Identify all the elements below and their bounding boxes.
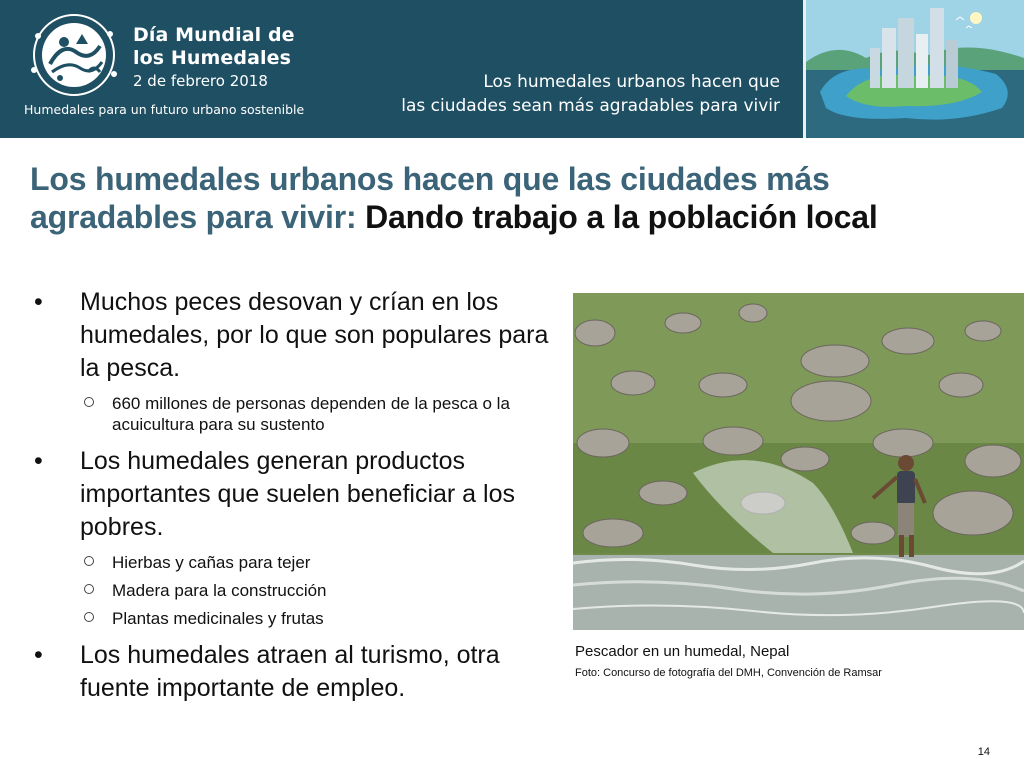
sub-list <box>34 393 554 435</box>
bullet-marker: • <box>34 447 43 475</box>
brand-title-line2: los Humedales <box>133 47 292 69</box>
bullet-marker: • <box>34 288 43 316</box>
city-island-illustration-icon <box>806 0 1024 138</box>
sub-list-item <box>34 393 554 435</box>
photo-credit: Foto: Concurso de fotografía del DMH, Convención de Ramsar <box>575 667 882 679</box>
brand-title-line1: Día Mundial de <box>133 24 295 46</box>
bullet-text: Los humedales generan productos importantes que suelen beneficiar a los pobres. <box>80 447 515 541</box>
slide-title-blue: Los humedales urbanos hacen que las ciudades más agradables para vivir: <box>30 161 830 235</box>
fisherman-photo <box>573 293 1024 630</box>
sub-item-text: 660 millones de personas dependen de la pesca o la acuicultura para su sustento <box>112 394 510 434</box>
brand-tagline: Humedales para un futuro urbano sostenible <box>24 102 305 117</box>
sub-item-text: Madera para la construcción <box>112 581 327 600</box>
sub-bullet-ring-icon <box>84 397 94 407</box>
bullet-text: Los humedales atraen al turismo, otra fuente importante de empleo. <box>80 641 500 702</box>
banner-subtitle-line1: Los humedales urbanos hacen que <box>483 72 780 92</box>
slide-title-black: Dando trabajo a la población local <box>365 199 878 235</box>
photo-caption: Pescador en un humedal, Nepal <box>575 643 790 660</box>
sub-list <box>34 552 554 629</box>
banner-subtitle-line2: las ciudades sean más agradables para vivir <box>401 96 780 116</box>
banner-subtitle <box>340 70 780 118</box>
brand-title <box>133 24 295 70</box>
sub-list-item <box>34 580 554 601</box>
sub-list-item <box>34 552 554 573</box>
wetlands-day-logo-icon <box>24 12 124 98</box>
bullet-item <box>34 445 554 544</box>
bullet-text: Muchos peces desovan y crían en los humedales, por lo que son populares para la pesca. <box>80 288 549 382</box>
bullet-item <box>34 286 554 385</box>
bullet-list <box>34 286 554 711</box>
banner-illustration <box>806 0 1024 138</box>
sub-bullet-ring-icon <box>84 556 94 566</box>
sub-bullet-ring-icon <box>84 584 94 594</box>
header-banner <box>0 0 1024 138</box>
bullet-marker: • <box>34 641 43 669</box>
sub-item-text: Plantas medicinales y frutas <box>112 609 324 628</box>
slide-title <box>30 160 1000 236</box>
page-number: 14 <box>977 746 990 758</box>
fisherman-river-image-icon <box>573 293 1024 630</box>
sub-item-text: Hierbas y cañas para tejer <box>112 553 311 572</box>
bullet-item <box>34 639 554 705</box>
banner-left-panel <box>0 0 804 138</box>
sub-bullet-ring-icon <box>84 612 94 622</box>
brand-date: 2 de febrero 2018 <box>133 72 268 90</box>
sub-list-item <box>34 608 554 629</box>
